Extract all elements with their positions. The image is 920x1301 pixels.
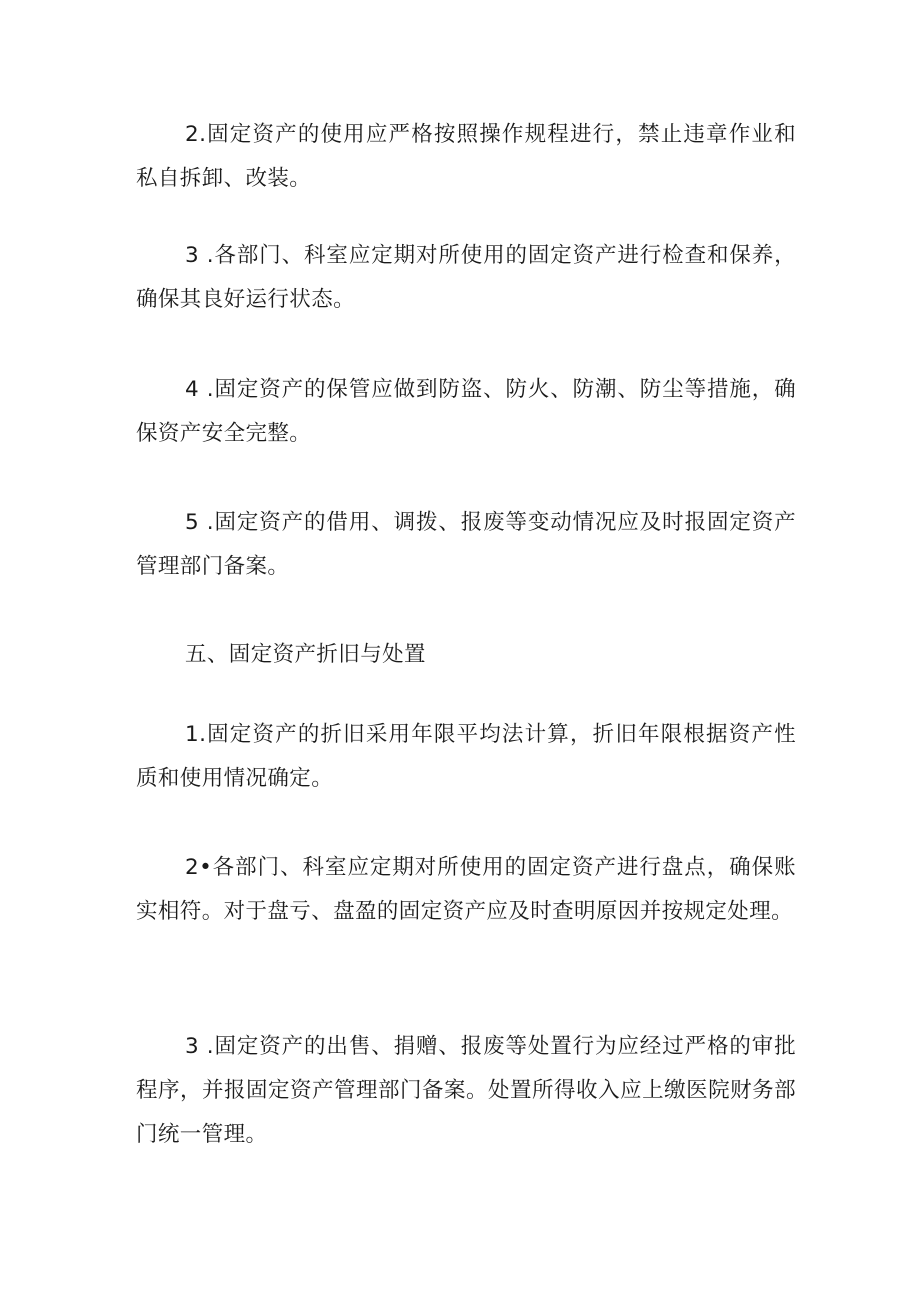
paragraph-text: 2•各部门、科室应定期对所使用的固定资产进行盘点，确保账实相符。对于盘亏、盘盈的固定资产应及时查明原因并按规定处理。 <box>136 855 796 924</box>
paragraph-text: 3 .固定资产的出售、捐赠、报废等处置行为应经过严格的审批程序，并报固定资产管理部门备案。处置所得收入应上缴医院财务部门统一管理。 <box>136 1034 796 1147</box>
paragraph-text: 5 .固定资产的借用、调拨、报废等变动情况应及时报固定资产管理部门备案。 <box>136 510 796 579</box>
paragraph-inventory-check <box>136 846 796 934</box>
paragraph-safekeeping <box>136 368 796 456</box>
paragraph-change-records <box>136 501 796 589</box>
paragraph-text: 3 .各部门、科室应定期对所使用的固定资产进行检查和保养，确保其良好运行状态。 <box>136 243 796 312</box>
section-heading: 五、固定资产折旧与处置 <box>185 642 426 667</box>
paragraph-inspection <box>136 234 796 322</box>
paragraph-text: 1.固定资产的折旧采用年限平均法计算，折旧年限根据资产性质和使用情况确定。 <box>136 722 796 791</box>
paragraph-usage-rules <box>136 113 796 201</box>
paragraph-text: 4 .固定资产的保管应做到防盗、防火、防潮、防尘等措施，确保资产安全完整。 <box>136 377 796 446</box>
paragraph-disposal <box>136 1025 796 1157</box>
paragraph-depreciation <box>136 713 796 801</box>
paragraph-text: 2.固定资产的使用应严格按照操作规程进行，禁止违章作业和私自拆卸、改装。 <box>136 122 796 191</box>
